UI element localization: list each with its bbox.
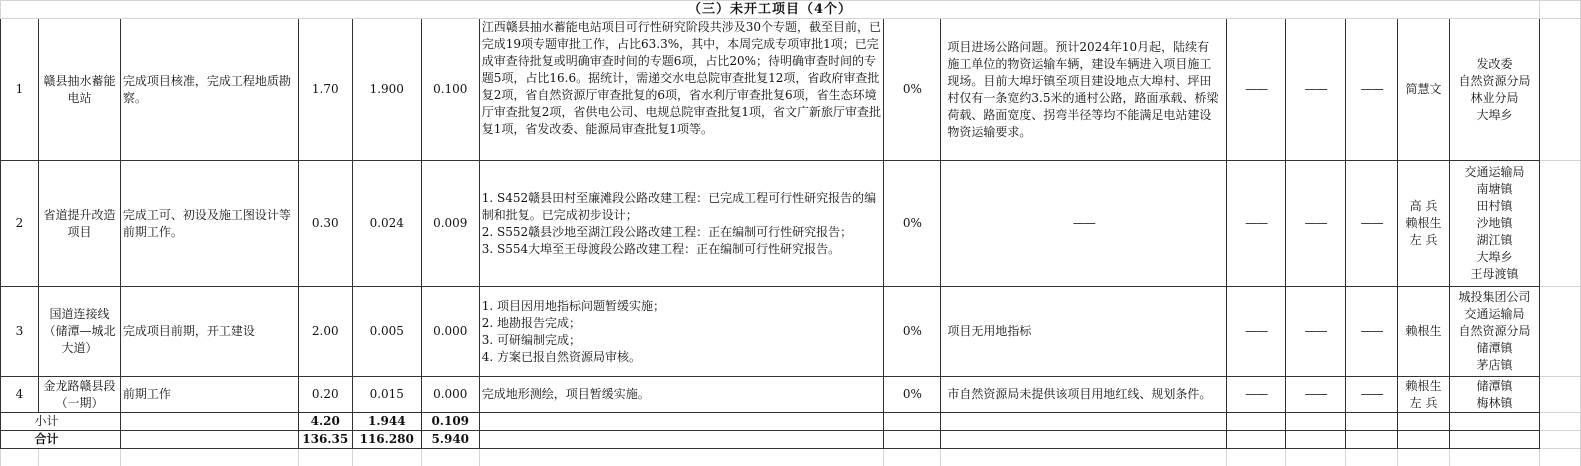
responsible-units bbox=[1450, 161, 1540, 287]
empty-cell bbox=[1398, 413, 1450, 431]
leaders bbox=[1398, 287, 1450, 377]
value-2: 0.015 bbox=[352, 377, 421, 413]
unit-name: 田村镇 bbox=[1476, 199, 1513, 213]
unit-name: 自然资源分局 bbox=[1458, 73, 1531, 88]
annual-goal: 完成工可、初设及施工图设计等前期工作。 bbox=[120, 161, 298, 287]
empty-cell bbox=[1286, 413, 1346, 431]
empty-cell bbox=[1450, 449, 1540, 466]
dash-cell: —— bbox=[1227, 377, 1286, 413]
empty-cell bbox=[1227, 449, 1286, 466]
unit-name: 湖江镇 bbox=[1476, 233, 1513, 247]
dash-cell: —— bbox=[1286, 19, 1346, 161]
leader-name: 高 兵 bbox=[1409, 199, 1438, 213]
unit-name: 南塘镇 bbox=[1476, 182, 1513, 196]
dash-cell: —— bbox=[1346, 19, 1398, 161]
title-row bbox=[1, 1, 1581, 19]
project-name-line: 项目 bbox=[67, 224, 92, 239]
empty-cell bbox=[884, 449, 941, 466]
empty-cell bbox=[884, 413, 941, 431]
project-name-line: 金龙路赣县段 bbox=[43, 378, 116, 393]
empty-cell bbox=[941, 449, 1227, 466]
empty-cell bbox=[1346, 413, 1398, 431]
empty-cell bbox=[1398, 431, 1450, 449]
progress-line: 3. 可研编制完成； bbox=[481, 332, 581, 347]
progress-text bbox=[479, 287, 884, 377]
empty-cell bbox=[1227, 413, 1286, 431]
value-3: 0.100 bbox=[421, 19, 479, 161]
leaders bbox=[1398, 161, 1450, 287]
empty-cell bbox=[479, 413, 884, 431]
progress-line: 4. 方案已报自然资源局审核。 bbox=[481, 349, 641, 364]
row-number: 2 bbox=[1, 161, 39, 287]
table-row bbox=[1, 19, 1581, 161]
empty-cell bbox=[1539, 413, 1580, 431]
project-name bbox=[38, 161, 120, 287]
section-title: （三）未开工项目（4个） bbox=[1, 1, 1540, 19]
project-name-line: 省道提升改造 bbox=[43, 207, 116, 222]
empty-cell bbox=[941, 413, 1227, 431]
total-value-1: 136.35 bbox=[298, 431, 352, 449]
project-name-line: 赣县抽水蓄能 bbox=[43, 73, 116, 88]
dash-cell: —— bbox=[1346, 377, 1398, 413]
empty-cell bbox=[1539, 161, 1580, 287]
project-name bbox=[38, 287, 120, 377]
value-3: 0.000 bbox=[421, 287, 479, 377]
unit-name: 储潭镇 bbox=[1476, 341, 1513, 355]
empty-cell bbox=[1539, 287, 1580, 377]
unit-name: 大埠乡 bbox=[1476, 107, 1513, 122]
unit-name: 交通运输局 bbox=[1464, 165, 1525, 179]
row-number: 4 bbox=[1, 377, 39, 413]
dash-cell: —— bbox=[1227, 287, 1286, 377]
empty-cell bbox=[1539, 377, 1580, 413]
total-value-3: 5.940 bbox=[421, 431, 479, 449]
dash-cell: —— bbox=[1227, 161, 1286, 287]
project-name-line: 国道连接线 bbox=[49, 307, 110, 321]
leader-name: 赖根生 bbox=[1405, 324, 1442, 338]
empty-grid-row bbox=[1, 449, 1581, 466]
value-3: 0.009 bbox=[421, 161, 479, 287]
subtotal-value-1: 4.20 bbox=[298, 413, 352, 431]
progress-line: 1. 项目因用地指标问题暂缓实施； bbox=[481, 298, 665, 313]
table-row bbox=[1, 161, 1581, 287]
progress-text: 完成地形测绘，项目暂缓实施。 bbox=[479, 377, 884, 413]
empty-cell bbox=[1286, 449, 1346, 466]
completion-rate: 0% bbox=[884, 19, 941, 161]
value-1: 1.70 bbox=[298, 19, 352, 161]
empty-cell bbox=[1286, 431, 1346, 449]
subtotal-value-3: 0.109 bbox=[421, 413, 479, 431]
unit-name: 茅店镇 bbox=[1476, 358, 1513, 372]
empty-cell bbox=[120, 413, 298, 431]
responsible-units bbox=[1450, 19, 1540, 161]
empty-cell bbox=[941, 431, 1227, 449]
progress-line: 2. 地勘报告完成； bbox=[481, 315, 581, 330]
value-2: 1.900 bbox=[352, 19, 421, 161]
unit-name: 城投集团公司 bbox=[1458, 290, 1531, 304]
progress-line: 2. S552赣县沙地至湖江段公路改建工程：正在编制可行性研究报告； bbox=[481, 224, 853, 239]
project-name-line: 电站 bbox=[67, 90, 92, 105]
empty-cell bbox=[479, 431, 884, 449]
empty-cell bbox=[1346, 431, 1398, 449]
leaders bbox=[1398, 377, 1450, 413]
problem-text: 项目进场公路问题。预计2024年10月起，陆续有施工单位的物资运输车辆，建设车辆进入项目施工现场。目前大埠圩镇至项目建设地点大埠村、坪田村仅有一条宽约3.5米的通村公路，路面承载、桥梁荷载、路面宽度、拐弯半径等均不能满足电站建设物资运输要求。 bbox=[941, 19, 1227, 161]
dash-cell: —— bbox=[1346, 161, 1398, 287]
empty-cell bbox=[1398, 449, 1450, 466]
completion-rate: 0% bbox=[884, 287, 941, 377]
leader-name: 赖根生 bbox=[1405, 216, 1442, 230]
empty-cell bbox=[884, 431, 941, 449]
empty-cell bbox=[120, 449, 298, 466]
value-1: 0.30 bbox=[298, 161, 352, 287]
unit-name: 大埠乡 bbox=[1476, 250, 1513, 264]
unit-name: 沙地镇 bbox=[1476, 216, 1513, 230]
empty-cell bbox=[1539, 431, 1580, 449]
empty-cell bbox=[1346, 449, 1398, 466]
progress-line: 3. S554大埠至王母渡段公路改建工程：正在编制可行性研究报告。 bbox=[481, 241, 841, 256]
empty-cell bbox=[1539, 19, 1580, 161]
unit-name: 王母渡镇 bbox=[1470, 267, 1519, 281]
empty-cell bbox=[1227, 431, 1286, 449]
dash-cell: —— bbox=[1286, 377, 1346, 413]
row-number: 1 bbox=[1, 19, 39, 161]
unit-name: 林业分局 bbox=[1470, 90, 1519, 105]
project-name-line: 大道） bbox=[61, 341, 98, 355]
problem-text: 市自然资源局未提供该项目用地红线、规划条件。 bbox=[941, 377, 1227, 413]
value-1: 0.20 bbox=[298, 377, 352, 413]
value-2: 0.024 bbox=[352, 161, 421, 287]
total-row bbox=[1, 431, 1581, 449]
dash-cell: —— bbox=[1346, 287, 1398, 377]
dash-cell: —— bbox=[1286, 161, 1346, 287]
total-value-2: 116.280 bbox=[352, 431, 421, 449]
leader-name: 左 兵 bbox=[1409, 233, 1438, 247]
empty-cell bbox=[1539, 1, 1580, 19]
progress-text: 江西赣县抽水蓄能电站项目可行性研究阶段共涉及30个专题，截至目前，已完成19项专题审批工作，占比63.3%，其中，本周完成专项审批1项；已完成审查待批复或明确审查时间的专题6项，占比20%；待明确审查时间的专题5项，占比16.6。据统计，需递交水电总院审查批复12项，省政府审查批复2项，省自然资源厅审查批复的6项，省水利厅审查批复6项，省生态环境厅审查批复2项，省供电公司、电规总院审查批复1项，省文广新旅厅审查批复1项，省发改委、能源局审查批复1项等。 bbox=[479, 19, 884, 161]
responsible-units bbox=[1450, 287, 1540, 377]
annual-goal: 完成项目前期，开工建设 bbox=[120, 287, 298, 377]
leader-name: 赖根生 bbox=[1405, 378, 1442, 393]
dash-cell: —— bbox=[1227, 19, 1286, 161]
unit-name: 自然资源分局 bbox=[1458, 324, 1531, 338]
empty-cell bbox=[120, 431, 298, 449]
empty-cell bbox=[1450, 431, 1540, 449]
annual-goal: 完成项目核准，完成工程地质勘察。 bbox=[120, 19, 298, 161]
unit-name: 交通运输局 bbox=[1464, 307, 1525, 321]
progress-text bbox=[479, 161, 884, 287]
value-3: 0.000 bbox=[421, 377, 479, 413]
completion-rate: 0% bbox=[884, 161, 941, 287]
annual-goal: 前期工作 bbox=[120, 377, 298, 413]
subtotal-value-2: 1.944 bbox=[352, 413, 421, 431]
dash-cell: —— bbox=[1286, 287, 1346, 377]
project-name bbox=[38, 19, 120, 161]
table-row bbox=[1, 377, 1581, 413]
problem-text: 项目无用地指标 bbox=[941, 287, 1227, 377]
leader-name: 左 兵 bbox=[1409, 395, 1438, 410]
empty-cell bbox=[421, 449, 479, 466]
project-name-line: （一期） bbox=[55, 395, 104, 410]
value-2: 0.005 bbox=[352, 287, 421, 377]
subtotal-row bbox=[1, 413, 1581, 431]
problem-text: —— bbox=[941, 161, 1227, 287]
empty-cell bbox=[38, 449, 120, 466]
row-number: 3 bbox=[1, 287, 39, 377]
project-name-line: （储潭—城北 bbox=[43, 324, 116, 338]
unit-name: 发改委 bbox=[1476, 56, 1513, 71]
value-1: 2.00 bbox=[298, 287, 352, 377]
total-label: 合计 bbox=[1, 431, 121, 449]
unit-name: 梅林镇 bbox=[1476, 395, 1513, 410]
empty-cell bbox=[298, 449, 352, 466]
leaders bbox=[1398, 19, 1450, 161]
responsible-units bbox=[1450, 377, 1540, 413]
table-row bbox=[1, 287, 1581, 377]
empty-cell bbox=[1, 449, 39, 466]
unit-name: 储潭镇 bbox=[1476, 378, 1513, 393]
subtotal-label: 小计 bbox=[1, 413, 121, 431]
leader-name: 简慧文 bbox=[1405, 82, 1442, 96]
progress-line: 1. S452赣县田村至廉滩段公路改建工程：已完成工程可行性研究报告的编制和批复。已完成初步设计； bbox=[481, 190, 877, 222]
project-name bbox=[38, 377, 120, 413]
completion-rate: 0% bbox=[884, 377, 941, 413]
empty-cell bbox=[352, 449, 421, 466]
empty-cell bbox=[1539, 449, 1580, 466]
empty-cell bbox=[1450, 413, 1540, 431]
empty-cell bbox=[479, 449, 884, 466]
